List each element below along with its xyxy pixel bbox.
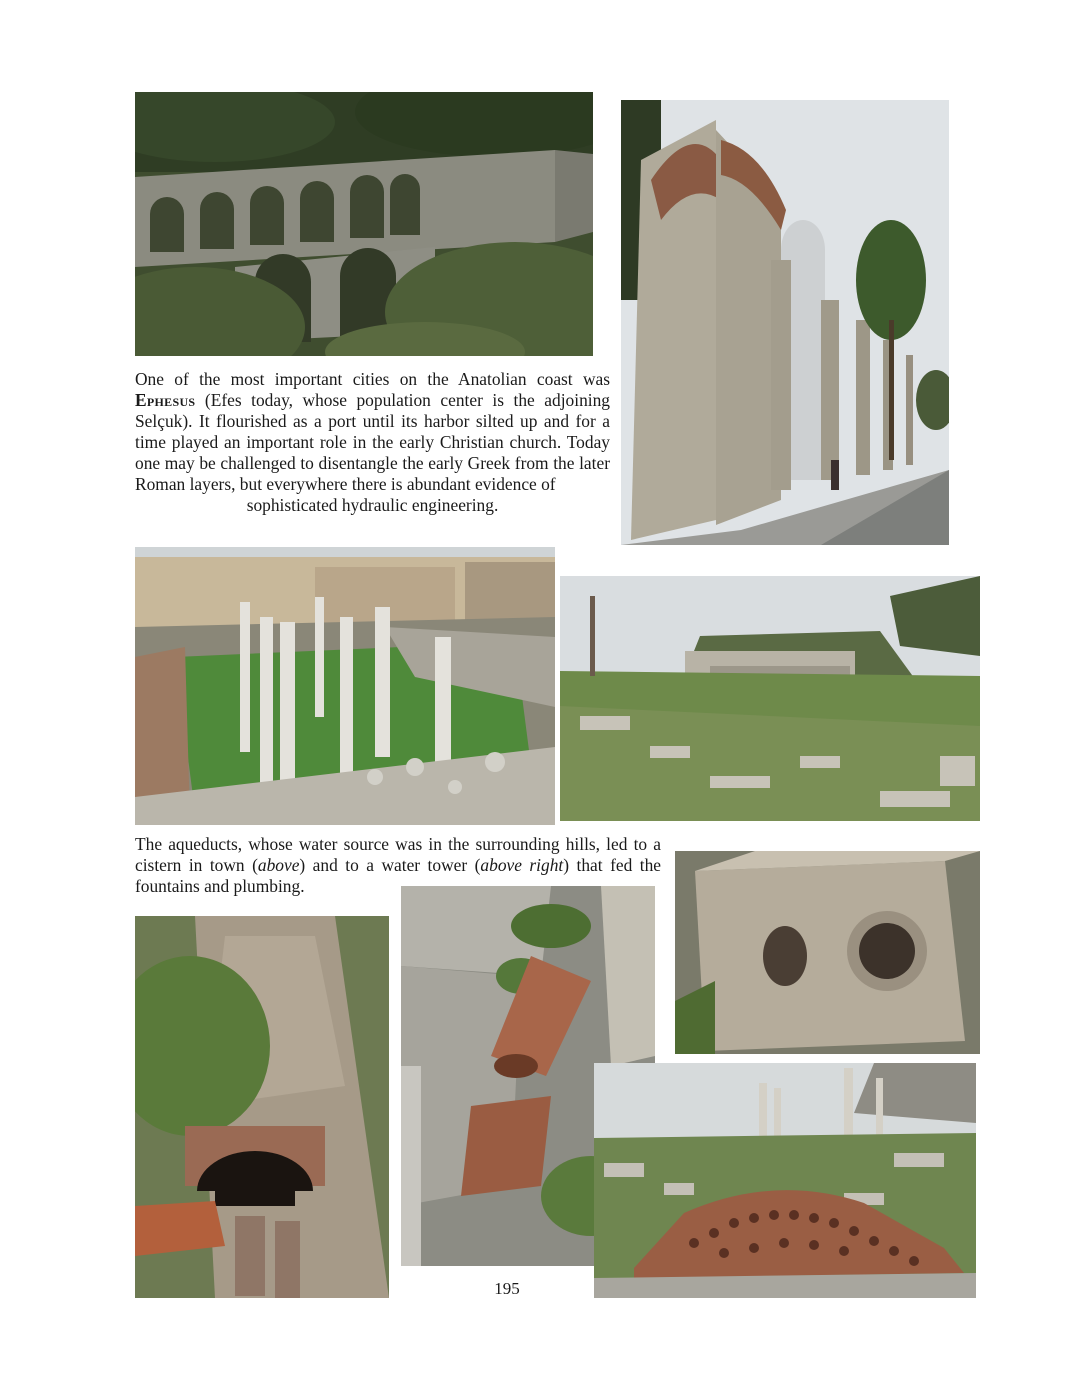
photo-pipe-block <box>675 851 980 1054</box>
photo-tall-arches <box>621 100 949 545</box>
caption-ref-above: above <box>257 855 300 875</box>
caption-ephesus-prefix: One of the most important cities on the Anatolian coast was <box>135 369 610 389</box>
caption-ephesus <box>135 369 610 516</box>
page-number: 195 <box>494 1279 520 1298</box>
caption-aqueducts-text-2: ) and to a water tower ( <box>299 855 481 875</box>
caption-ephesus-suffix: (Efes today, whose population center is the adjoining Selçuk). It flourished as a port until its harbor silted up and for a time played an important role in the early Christian church. Today one may be challenged to disentangle the early Greek from the later Roman layers, but everywhere there is abundant evidence of <box>135 390 610 494</box>
photo-water-tower-ruins <box>560 576 980 821</box>
place-name-ephesus: Ephesus <box>135 390 196 410</box>
photo-pipe-pile-ruins <box>594 1063 976 1298</box>
photo-cistern-columns <box>135 547 555 825</box>
caption-ref-above-right: above right <box>480 855 564 875</box>
caption-aqueducts-text-1: The aqueducts, whose water source was in the surrounding hills, led to a cistern in town ( <box>135 834 661 875</box>
caption-aqueducts-text-3: ) that fed the fountains and plumbing. <box>135 855 661 896</box>
caption-ephesus-last-line: sophisticated hydraulic engineering. <box>246 495 499 515</box>
photo-brick-channel <box>135 916 389 1298</box>
photo-hillside-aqueduct <box>135 92 593 356</box>
